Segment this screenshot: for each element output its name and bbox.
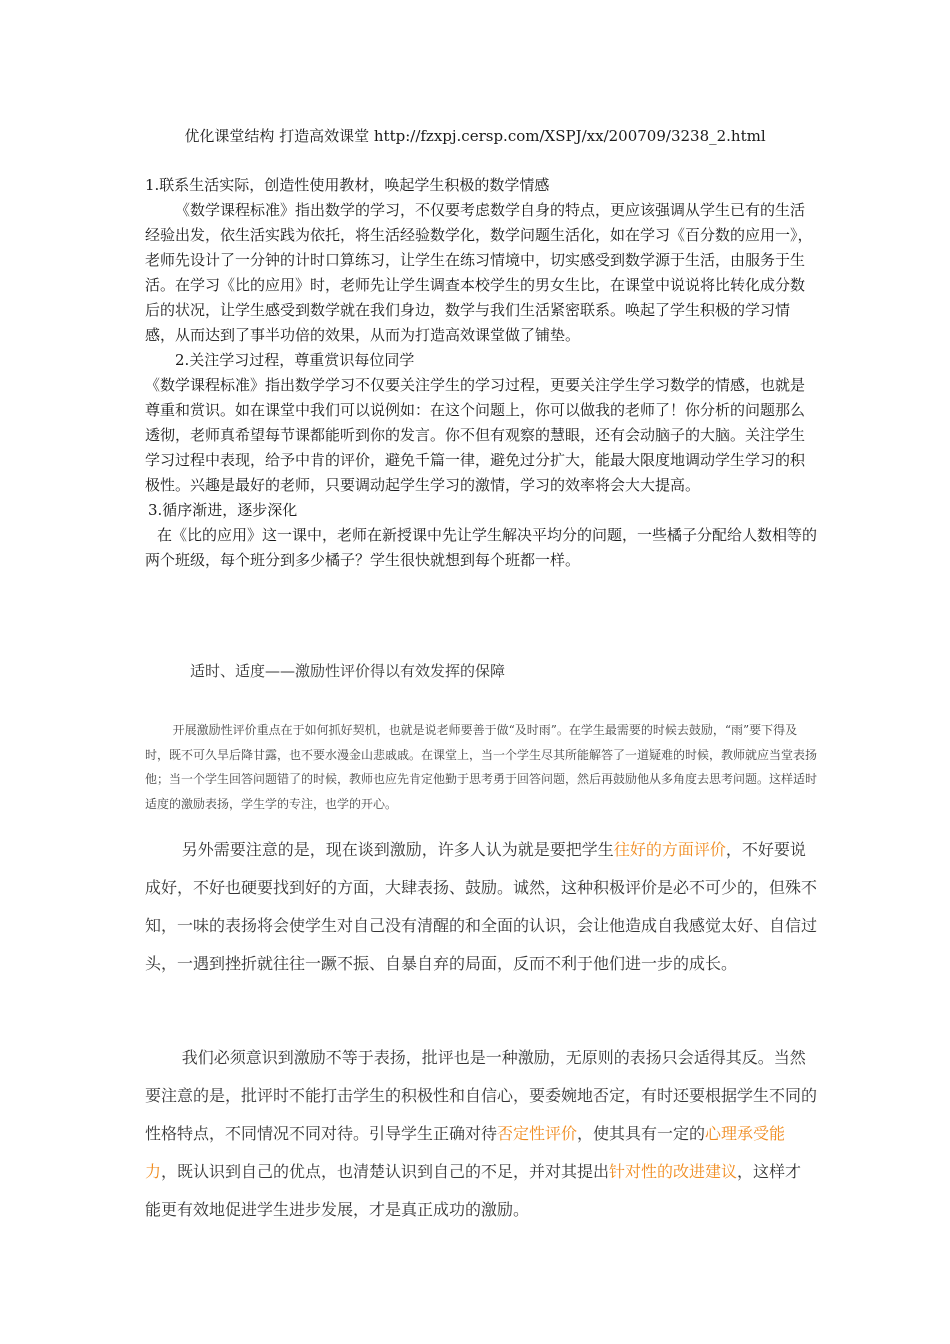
heading-2: 2.关注学习过程，尊重赏识每位同学 <box>175 351 415 369</box>
text: 我们必须意识到激励不等于表扬，批评也是一种激励，无原则的表扬只会适得其反。当然要注意的是，批评时不能打击学生的积极性和自信心，要委婉地否定，有时还要根据学生不同的性格特点，不同情况不同对待。引导学生正确对待 <box>145 1048 818 1143</box>
paragraph-2: 《数学课程标准》指出数学学习不仅要关注学生的学习过程，更要关注学生学习数学的情感，也就是尊重和赏识。如在课堂中我们可以说例如：在这个问题上，你可以做我的老师了！你分析的问题那么透彻，老师真希望每节课都能听到你的发言。你不但有观察的慧眼，还有会动脑子的大脑。关注学生学习过程中表现，给予中肯的评价，避免千篇一律，避免过分扩大，能最大限度地调动学生学习的积极性。兴趣是最好的老师，只要调动起学生学习的激情，学习的效率将会大大提高。 <box>145 376 806 494</box>
page-title: 优化课堂结构 打造高效课堂 http://fzxpj.cersp.com/XSPJ/xx/200709/3238_2.html <box>184 127 766 145</box>
text: ，既认识到自己的优点，也清楚认识到自己的不足，并对其提出 <box>161 1162 610 1181</box>
text: 另外需要注意的是，现在谈到激励，许多人认为就是要把学生 <box>181 840 614 859</box>
highlight-link[interactable]: 否定性评价 <box>497 1124 578 1143</box>
section-1 <box>145 173 817 573</box>
text: ，使其具有一定的 <box>577 1124 706 1143</box>
paragraph-criticism <box>145 1039 817 1229</box>
small-paragraph-text: 开展激励性评价重点在于如何抓好契机，也就是说老师要善于做“及时雨”。在学生最需要的时候去鼓励，“雨”要下得及时，既不可久旱后降甘露，也不要水漫金山悲戚戚。在课堂上，当一个学生尽其所能解答了一道疑难的时候，教师就应当堂表扬他；当一个学生回答问题错了的时候，教师也应先肯定他勤于思考勇于回答问题，然后再鼓励他从多角度去思考问题。这样适时适度的激励表扬，学生学的专注，也学的开心。 <box>145 723 818 811</box>
heading-3: 3.循序渐进，逐步深化 <box>148 501 298 519</box>
paragraph-praise <box>145 831 817 983</box>
section-2-heading: 适时、适度——激励性评价得以有效发挥的保障 <box>190 662 506 680</box>
highlight-link[interactable]: 心理承受能力 <box>145 1124 786 1181</box>
highlight-link[interactable]: 针对性的改进建议 <box>609 1162 738 1181</box>
highlight-link[interactable]: 往好的方面评价 <box>613 840 726 859</box>
text: ，这样才能更有效地促进学生进步发展，才是真正成功的激励。 <box>145 1162 802 1219</box>
small-paragraph <box>145 718 817 816</box>
heading-1: 1.联系生活实际，创造性使用教材，唤起学生积极的数学情感 <box>145 176 550 194</box>
paragraph-3: 在《比的应用》这一课中，老师在新授课中先让学生解决平均分的问题，一些橘子分配给人数相等的两个班级，每个班分到多少橘子？学生很快就想到每个班都一样。 <box>145 526 818 569</box>
paragraph-1: 《数学课程标准》指出数学的学习，不仅要考虑数学自身的特点，更应该强调从学生已有的生活经验出发，依生活实践为依托，将生活经验数学化，数学问题生活化，如在学习《百分数的应用一》，老师先设计了一分钟的计时口算练习，让学生在练习情境中，切实感受到数学源于生活，由服务于生活。在学习《比的应用》时，老师先让学生调查本校学生的男女生比，在课堂中说说将比转化成分数后的状况，让学生感受到数学就在我们身边，数学与我们生活紧密联系。唤起了学生积极的学习情感，从而达到了事半功倍的效果，从而为打造高效课堂做了铺垫。 <box>145 201 813 344</box>
text: ，不好要说成好，不好也硬要找到好的方面，大肆表扬、鼓励。诚然，这种积极评价是必不可少的，但殊不知，一味的表扬将会使学生对自己没有清醒的和全面的认识，会让他造成自我感觉太好、自信过头，一遇到挫折就往往一蹶不振、自暴自弃的局面，反而不利于他们进一步的成长。 <box>145 840 818 973</box>
